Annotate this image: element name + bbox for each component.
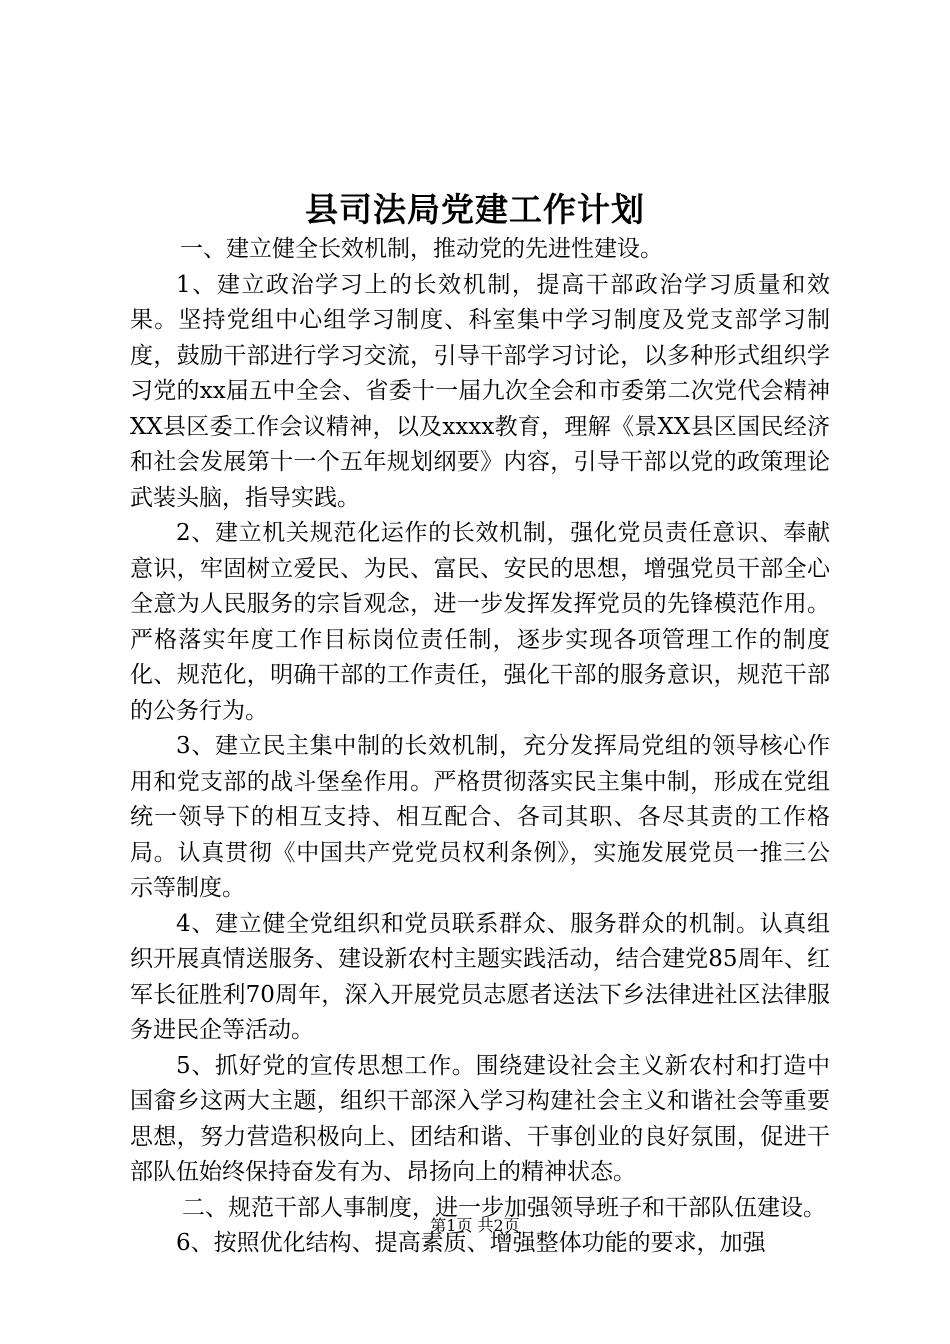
- section-heading-2: 二、规范干部人事制度，进一步加强领导班子和干部队伍建设。: [182, 1194, 826, 1221]
- document-body: [130, 232, 830, 1262]
- paragraph-5: 5、抓好党的宣传思想工作。围绕建设社会主义新农村和打造中国畲乡这两大主题，组织干部深入学习构建社会主义和谐社会等重要思想，努力营造积极向上、团结和谐、干事创业的良好氛围，促进干部队伍始终保持奋发有为、昂扬向上的精神状态。: [130, 1052, 830, 1185]
- paragraph-2: 2、建立机关规范化运作的长效机制，强化党员责任意识、奉献意识，牢固树立爱民、为民、富民、安民的思想，增强党员干部全心全意为人民服务的宗旨观念，进一步发挥发挥党员的先锋模范作用。严格落实年度工作目标岗位责任制，逐步实现各项管理工作的制度化、规范化，明确干部的工作责任，强化干部的服务意识，规范干部的公务行为。: [130, 520, 830, 724]
- paragraph-4: 4、建立健全党组织和党员联系群众、服务群众的机制。认真组织开展真情送服务、建设新农村主题实践活动，结合建党85周年、红军长征胜利70周年，深入开展党员志愿者送法下乡法律进社区法律服务进民企等活动。: [130, 910, 830, 1043]
- page-number-footer: 第1页 共2页: [430, 1216, 520, 1235]
- document-title: 县司法局党建工作计划: [305, 190, 645, 229]
- section-heading-1: 一、建立健全长效机制，推动党的先进性建设。: [180, 236, 663, 262]
- paragraph-3: 3、建立民主集中制的长效机制，充分发挥局党组的领导核心作用和党支部的战斗堡垒作用。严格贯彻落实民主集中制，形成在党组统一领导下的相互支持、相互配合、各司其职、各尽其责的工作格局。认真贯彻《中国共产党党员权利条例》，实施发展党员一推三公示等制度。: [130, 733, 830, 901]
- paragraph-1: 1、建立政治学习上的长效机制，提高干部政治学习质量和效果。坚持党组中心组学习制度、科室集中学习制度及党支部学习制度，鼓励干部进行学习交流，引导干部学习讨论，以多种形式组织学习党的xx届五中全会、省委十一届九次全会和市委第二次党代会精神XX县区委工作会议精神，以及xxxx教育，理解《景XX县区国民经济和社会发展第十一个五年规划纲要》内容，引导干部以党的政策理论武装头脑，指导实践。: [130, 271, 830, 511]
- paragraph-6: 6、按照优化结构、提高素质、增强整体功能的要求，加强: [176, 1230, 766, 1256]
